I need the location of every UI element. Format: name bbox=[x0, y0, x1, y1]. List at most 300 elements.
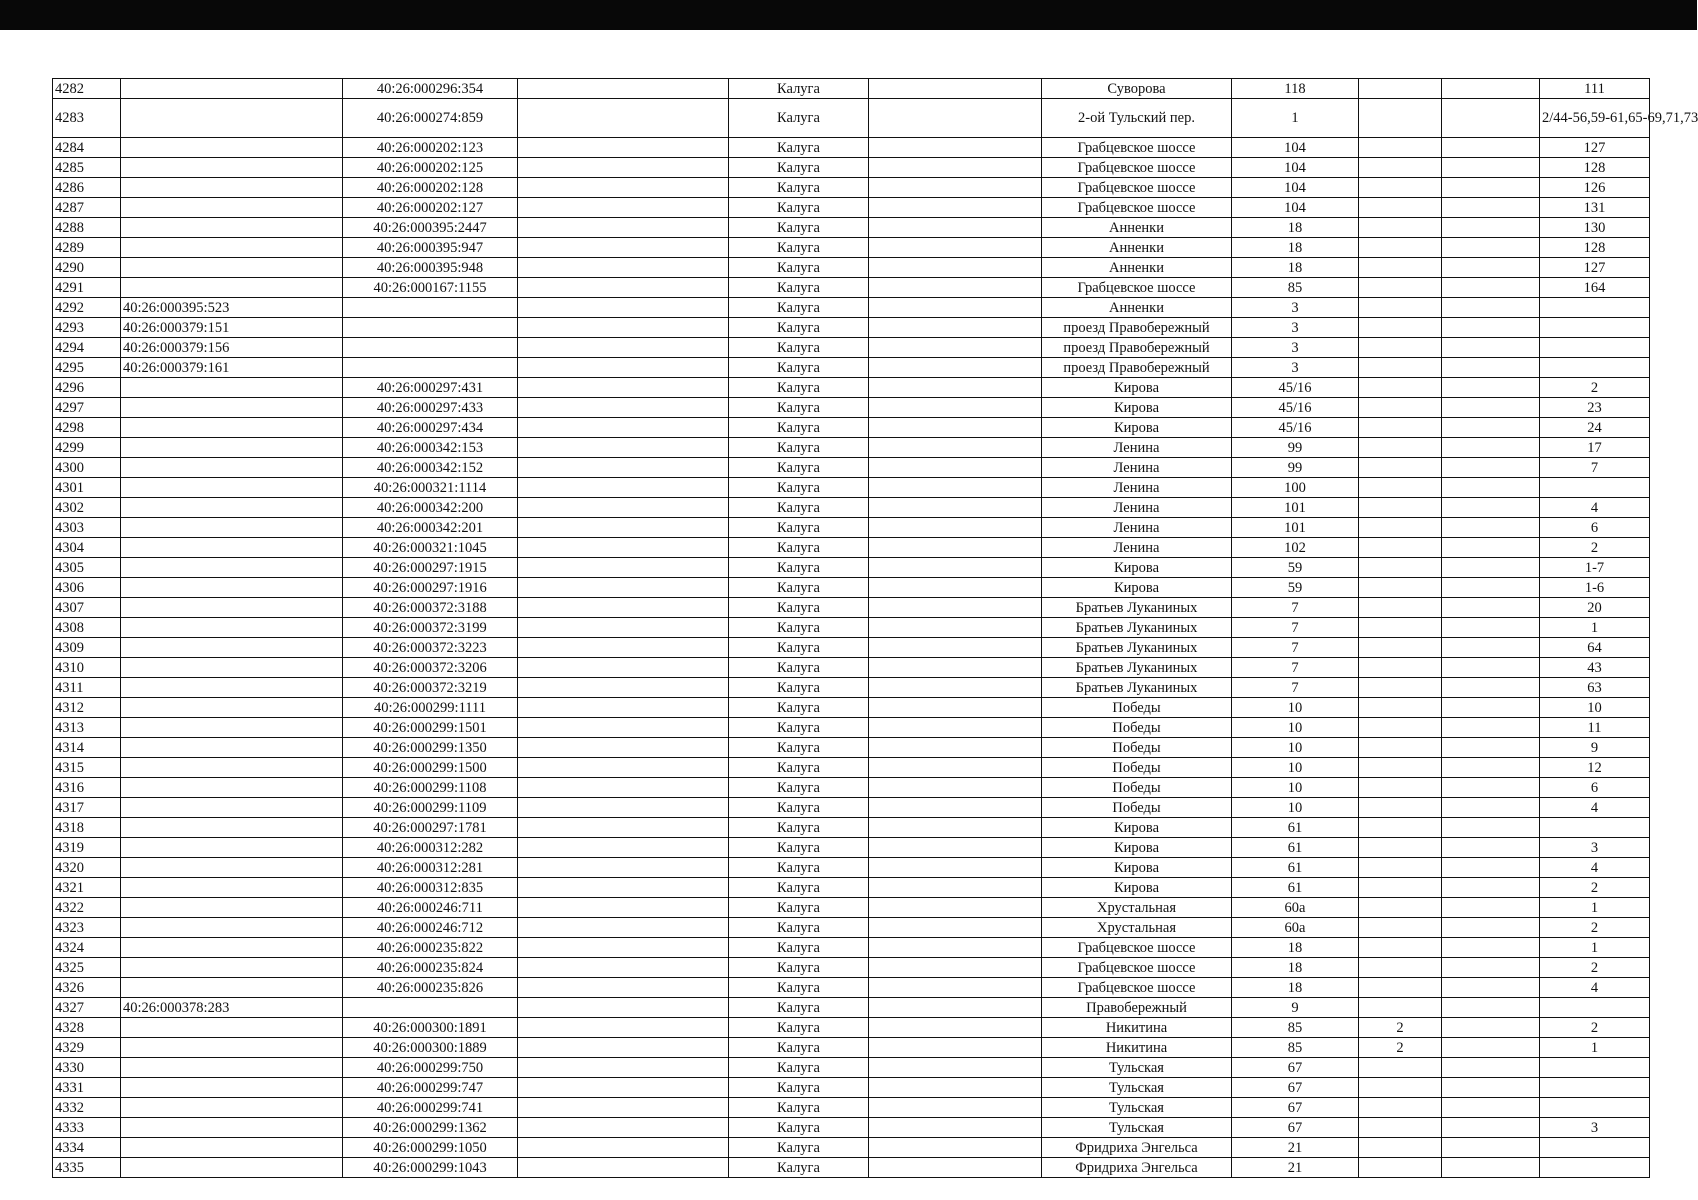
building-cadastral-number-cell: 40:26:000299:1111 bbox=[343, 698, 518, 718]
street-cell: Братьев Луканиных bbox=[1042, 598, 1232, 618]
apartment-cell bbox=[1540, 1078, 1650, 1098]
building-number-cell bbox=[1359, 638, 1442, 658]
city-cell: Калуга bbox=[729, 998, 869, 1018]
apartment-cell: 127 bbox=[1540, 138, 1650, 158]
row-number-cell: 4308 bbox=[53, 618, 121, 638]
building-cadastral-number-cell: 40:26:000297:434 bbox=[343, 418, 518, 438]
row-number-cell: 4294 bbox=[53, 338, 121, 358]
house-number-cell: 3 bbox=[1232, 338, 1359, 358]
table-row bbox=[53, 1058, 1650, 1078]
house-number-cell: 59 bbox=[1232, 578, 1359, 598]
house-number-cell: 104 bbox=[1232, 178, 1359, 198]
building-number-cell bbox=[1359, 778, 1442, 798]
empty-cell bbox=[869, 1058, 1042, 1078]
street-cell: Грабцевское шоссе bbox=[1042, 278, 1232, 298]
building-number-cell bbox=[1359, 898, 1442, 918]
empty-cell bbox=[518, 798, 729, 818]
land-cadastral-number-cell bbox=[121, 738, 343, 758]
house-number-cell: 60а bbox=[1232, 898, 1359, 918]
land-cadastral-number-cell bbox=[121, 758, 343, 778]
table-body bbox=[53, 79, 1698, 1178]
land-cadastral-number-cell bbox=[121, 1038, 343, 1058]
street-cell: Кирова bbox=[1042, 838, 1232, 858]
land-cadastral-number-cell bbox=[121, 218, 343, 238]
empty-cell bbox=[518, 978, 729, 998]
table-row bbox=[53, 778, 1650, 798]
land-cadastral-number-cell bbox=[121, 238, 343, 258]
building-cadastral-number-cell: 40:26:000299:1043 bbox=[343, 1158, 518, 1178]
building-cadastral-number-cell bbox=[343, 318, 518, 338]
building-number-cell bbox=[1359, 418, 1442, 438]
city-cell: Калуга bbox=[729, 618, 869, 638]
empty-cell bbox=[1442, 938, 1540, 958]
empty-cell bbox=[869, 938, 1042, 958]
street-cell: проезд Правобережный bbox=[1042, 318, 1232, 338]
empty-cell bbox=[869, 478, 1042, 498]
building-cadastral-number-cell bbox=[343, 358, 518, 378]
house-number-cell: 61 bbox=[1232, 818, 1359, 838]
apartment-cell: 20 bbox=[1540, 598, 1650, 618]
land-cadastral-number-cell bbox=[121, 1078, 343, 1098]
building-number-cell bbox=[1359, 258, 1442, 278]
city-cell: Калуга bbox=[729, 258, 869, 278]
empty-cell bbox=[869, 258, 1042, 278]
empty-cell bbox=[518, 99, 729, 138]
empty-cell bbox=[869, 798, 1042, 818]
building-number-cell bbox=[1359, 298, 1442, 318]
empty-cell bbox=[518, 998, 729, 1018]
apartment-cell bbox=[1540, 298, 1650, 318]
building-number-cell bbox=[1359, 1098, 1442, 1118]
apartment-cell bbox=[1540, 998, 1650, 1018]
empty-cell bbox=[1442, 1038, 1540, 1058]
row-number-cell: 4297 bbox=[53, 398, 121, 418]
building-number-cell bbox=[1359, 918, 1442, 938]
city-cell: Калуга bbox=[729, 678, 869, 698]
street-cell: Хрустальная bbox=[1042, 898, 1232, 918]
building-number-cell bbox=[1359, 738, 1442, 758]
table-row bbox=[53, 658, 1650, 678]
empty-cell bbox=[1442, 1138, 1540, 1158]
empty-cell bbox=[518, 318, 729, 338]
land-cadastral-number-cell bbox=[121, 258, 343, 278]
house-number-cell: 3 bbox=[1232, 358, 1359, 378]
building-cadastral-number-cell: 40:26:000342:201 bbox=[343, 518, 518, 538]
city-cell: Калуга bbox=[729, 218, 869, 238]
house-number-cell: 85 bbox=[1232, 1018, 1359, 1038]
apartment-cell: 130 bbox=[1540, 218, 1650, 238]
street-cell: Братьев Луканиных bbox=[1042, 618, 1232, 638]
land-cadastral-number-cell bbox=[121, 778, 343, 798]
table-row bbox=[53, 938, 1650, 958]
apartment-cell: 10 bbox=[1540, 698, 1650, 718]
land-cadastral-number-cell bbox=[121, 678, 343, 698]
city-cell: Калуга bbox=[729, 858, 869, 878]
street-cell: Кирова bbox=[1042, 418, 1232, 438]
house-number-cell: 21 bbox=[1232, 1158, 1359, 1178]
land-cadastral-number-cell bbox=[121, 658, 343, 678]
row-number-cell: 4302 bbox=[53, 498, 121, 518]
apartment-cell bbox=[1540, 358, 1650, 378]
empty-cell bbox=[518, 478, 729, 498]
building-number-cell bbox=[1359, 79, 1442, 99]
table-row bbox=[53, 378, 1650, 398]
house-number-cell: 7 bbox=[1232, 598, 1359, 618]
empty-cell bbox=[1442, 458, 1540, 478]
apartment-cell: 17 bbox=[1540, 438, 1650, 458]
street-cell: Фридриха Энгельса bbox=[1042, 1158, 1232, 1178]
house-number-cell: 85 bbox=[1232, 1038, 1359, 1058]
street-cell: Ленина bbox=[1042, 538, 1232, 558]
land-cadastral-number-cell bbox=[121, 498, 343, 518]
house-number-cell: 18 bbox=[1232, 938, 1359, 958]
empty-cell bbox=[518, 638, 729, 658]
empty-cell bbox=[869, 618, 1042, 638]
table-row bbox=[53, 198, 1650, 218]
city-cell: Калуга bbox=[729, 278, 869, 298]
house-number-cell: 3 bbox=[1232, 318, 1359, 338]
land-cadastral-number-cell: 40:26:000395:523 bbox=[121, 298, 343, 318]
land-cadastral-number-cell bbox=[121, 918, 343, 938]
row-number-cell: 4293 bbox=[53, 318, 121, 338]
table-row bbox=[53, 1038, 1650, 1058]
building-cadastral-number-cell: 40:26:000299:1362 bbox=[343, 1118, 518, 1138]
empty-cell bbox=[869, 918, 1042, 938]
building-number-cell bbox=[1359, 458, 1442, 478]
empty-cell bbox=[869, 158, 1042, 178]
apartment-cell: 2 bbox=[1540, 958, 1650, 978]
city-cell: Калуга bbox=[729, 418, 869, 438]
row-number-cell: 4309 bbox=[53, 638, 121, 658]
building-cadastral-number-cell: 40:26:000342:200 bbox=[343, 498, 518, 518]
street-cell: Фридриха Энгельса bbox=[1042, 1138, 1232, 1158]
street-cell: Тульская bbox=[1042, 1098, 1232, 1118]
building-cadastral-number-cell: 40:26:000299:1050 bbox=[343, 1138, 518, 1158]
street-cell: Грабцевское шоссе bbox=[1042, 158, 1232, 178]
house-number-cell: 118 bbox=[1232, 79, 1359, 99]
street-cell: Грабцевское шоссе bbox=[1042, 938, 1232, 958]
building-number-cell: 2 bbox=[1359, 1018, 1442, 1038]
apartment-cell: 126 bbox=[1540, 178, 1650, 198]
building-cadastral-number-cell: 40:26:000299:741 bbox=[343, 1098, 518, 1118]
empty-cell bbox=[1442, 538, 1540, 558]
empty-cell bbox=[869, 1098, 1042, 1118]
street-cell: Кирова bbox=[1042, 578, 1232, 598]
empty-cell bbox=[518, 558, 729, 578]
city-cell: Калуга bbox=[729, 818, 869, 838]
street-cell: Суворова bbox=[1042, 79, 1232, 99]
row-number-cell: 4319 bbox=[53, 838, 121, 858]
empty-cell bbox=[518, 698, 729, 718]
house-number-cell: 67 bbox=[1232, 1058, 1359, 1078]
row-number-cell: 4289 bbox=[53, 238, 121, 258]
street-cell: Победы bbox=[1042, 718, 1232, 738]
building-cadastral-number-cell: 40:26:000372:3219 bbox=[343, 678, 518, 698]
city-cell: Калуга bbox=[729, 1038, 869, 1058]
house-number-cell: 104 bbox=[1232, 138, 1359, 158]
table-row bbox=[53, 358, 1650, 378]
building-cadastral-number-cell: 40:26:000202:127 bbox=[343, 198, 518, 218]
building-cadastral-number-cell: 40:26:000342:153 bbox=[343, 438, 518, 458]
empty-cell bbox=[869, 398, 1042, 418]
city-cell: Калуга bbox=[729, 638, 869, 658]
apartment-cell: 128 bbox=[1540, 158, 1650, 178]
building-cadastral-number-cell: 40:26:000299:1109 bbox=[343, 798, 518, 818]
table-row bbox=[53, 518, 1650, 538]
city-cell: Калуга bbox=[729, 1118, 869, 1138]
street-cell: Братьев Луканиных bbox=[1042, 658, 1232, 678]
table-row bbox=[53, 598, 1650, 618]
apartment-cell: 2 bbox=[1540, 1018, 1650, 1038]
house-number-cell: 60а bbox=[1232, 918, 1359, 938]
house-number-cell: 61 bbox=[1232, 878, 1359, 898]
city-cell: Калуга bbox=[729, 838, 869, 858]
street-cell: Тульская bbox=[1042, 1058, 1232, 1078]
apartment-cell bbox=[1540, 818, 1650, 838]
empty-cell bbox=[1442, 1158, 1540, 1178]
empty-cell bbox=[518, 578, 729, 598]
empty-cell bbox=[869, 1078, 1042, 1098]
city-cell: Калуга bbox=[729, 238, 869, 258]
city-cell: Калуга bbox=[729, 898, 869, 918]
empty-cell bbox=[1442, 798, 1540, 818]
street-cell: Грабцевское шоссе bbox=[1042, 978, 1232, 998]
street-cell: Никитина bbox=[1042, 1018, 1232, 1038]
land-cadastral-number-cell bbox=[121, 198, 343, 218]
land-cadastral-number-cell bbox=[121, 598, 343, 618]
land-cadastral-number-cell bbox=[121, 938, 343, 958]
land-cadastral-number-cell bbox=[121, 1098, 343, 1118]
building-cadastral-number-cell: 40:26:000299:1501 bbox=[343, 718, 518, 738]
table-row bbox=[53, 398, 1650, 418]
empty-cell bbox=[518, 758, 729, 778]
apartment-cell: 1 bbox=[1540, 898, 1650, 918]
building-cadastral-number-cell: 40:26:000299:750 bbox=[343, 1058, 518, 1078]
house-number-cell: 99 bbox=[1232, 458, 1359, 478]
building-number-cell bbox=[1359, 578, 1442, 598]
row-number-cell: 4307 bbox=[53, 598, 121, 618]
building-number-cell bbox=[1359, 618, 1442, 638]
street-cell: Хрустальная bbox=[1042, 918, 1232, 938]
table-row bbox=[53, 838, 1650, 858]
table-row bbox=[53, 678, 1650, 698]
empty-cell bbox=[1442, 678, 1540, 698]
row-number-cell: 4283 bbox=[53, 99, 121, 138]
city-cell: Калуга bbox=[729, 558, 869, 578]
apartment-cell: 7 bbox=[1540, 458, 1650, 478]
city-cell: Калуга bbox=[729, 198, 869, 218]
empty-cell bbox=[1442, 598, 1540, 618]
land-cadastral-number-cell bbox=[121, 1138, 343, 1158]
building-number-cell bbox=[1359, 138, 1442, 158]
land-cadastral-number-cell bbox=[121, 798, 343, 818]
city-cell: Калуга bbox=[729, 958, 869, 978]
apartment-cell: 1-7 bbox=[1540, 558, 1650, 578]
row-number-cell: 4306 bbox=[53, 578, 121, 598]
empty-cell bbox=[1442, 478, 1540, 498]
empty-cell bbox=[1442, 138, 1540, 158]
table-row bbox=[53, 79, 1650, 99]
empty-cell bbox=[518, 958, 729, 978]
city-cell: Калуга bbox=[729, 99, 869, 138]
street-cell: проезд Правобережный bbox=[1042, 358, 1232, 378]
empty-cell bbox=[869, 198, 1042, 218]
city-cell: Калуга bbox=[729, 918, 869, 938]
row-number-cell: 4296 bbox=[53, 378, 121, 398]
city-cell: Калуга bbox=[729, 178, 869, 198]
building-cadastral-number-cell: 40:26:000300:1891 bbox=[343, 1018, 518, 1038]
building-cadastral-number-cell: 40:26:000372:3223 bbox=[343, 638, 518, 658]
empty-cell bbox=[869, 878, 1042, 898]
building-number-cell bbox=[1359, 1118, 1442, 1138]
land-cadastral-number-cell bbox=[121, 878, 343, 898]
building-number-cell bbox=[1359, 338, 1442, 358]
table-row bbox=[53, 918, 1650, 938]
land-cadastral-number-cell bbox=[121, 558, 343, 578]
house-number-cell: 7 bbox=[1232, 658, 1359, 678]
apartment-cell: 12 bbox=[1540, 758, 1650, 778]
land-cadastral-number-cell bbox=[121, 958, 343, 978]
empty-cell bbox=[869, 218, 1042, 238]
building-number-cell bbox=[1359, 758, 1442, 778]
building-cadastral-number-cell: 40:26:000246:712 bbox=[343, 918, 518, 938]
building-cadastral-number-cell: 40:26:000299:1350 bbox=[343, 738, 518, 758]
apartment-cell: 6 bbox=[1540, 778, 1650, 798]
table-row bbox=[53, 258, 1650, 278]
building-number-cell bbox=[1359, 678, 1442, 698]
row-number-cell: 4318 bbox=[53, 818, 121, 838]
street-cell: Кирова bbox=[1042, 858, 1232, 878]
empty-cell bbox=[518, 858, 729, 878]
empty-cell bbox=[869, 738, 1042, 758]
house-number-cell: 101 bbox=[1232, 518, 1359, 538]
city-cell: Калуга bbox=[729, 978, 869, 998]
table-row bbox=[53, 578, 1650, 598]
building-cadastral-number-cell: 40:26:000202:128 bbox=[343, 178, 518, 198]
building-cadastral-number-cell: 40:26:000312:835 bbox=[343, 878, 518, 898]
empty-cell bbox=[518, 178, 729, 198]
table-row bbox=[53, 798, 1650, 818]
table-row bbox=[53, 638, 1650, 658]
street-cell: Анненки bbox=[1042, 218, 1232, 238]
empty-cell bbox=[518, 938, 729, 958]
empty-cell bbox=[1442, 698, 1540, 718]
house-number-cell: 18 bbox=[1232, 218, 1359, 238]
house-number-cell: 9 bbox=[1232, 998, 1359, 1018]
house-number-cell: 7 bbox=[1232, 618, 1359, 638]
building-number-cell bbox=[1359, 278, 1442, 298]
empty-cell bbox=[518, 1018, 729, 1038]
table-row bbox=[53, 1138, 1650, 1158]
empty-cell bbox=[1442, 518, 1540, 538]
empty-cell bbox=[518, 378, 729, 398]
land-cadastral-number-cell: 40:26:000379:161 bbox=[121, 358, 343, 378]
empty-cell bbox=[518, 598, 729, 618]
street-cell: Ленина bbox=[1042, 438, 1232, 458]
land-cadastral-number-cell bbox=[121, 978, 343, 998]
table-row bbox=[53, 1018, 1650, 1038]
table-row bbox=[53, 278, 1650, 298]
street-cell: Никитина bbox=[1042, 1038, 1232, 1058]
table-row bbox=[53, 978, 1650, 998]
city-cell: Калуга bbox=[729, 478, 869, 498]
empty-cell bbox=[1442, 79, 1540, 99]
apartment-cell: 128 bbox=[1540, 238, 1650, 258]
building-number-cell bbox=[1359, 798, 1442, 818]
street-cell: Кирова bbox=[1042, 378, 1232, 398]
house-number-cell: 102 bbox=[1232, 538, 1359, 558]
street-cell: проезд Правобережный bbox=[1042, 338, 1232, 358]
empty-cell bbox=[869, 538, 1042, 558]
street-cell: Победы bbox=[1042, 738, 1232, 758]
house-number-cell: 100 bbox=[1232, 478, 1359, 498]
empty-cell bbox=[869, 418, 1042, 438]
street-cell: Победы bbox=[1042, 798, 1232, 818]
empty-cell bbox=[869, 518, 1042, 538]
empty-cell bbox=[1442, 238, 1540, 258]
street-cell: Тульская bbox=[1042, 1118, 1232, 1138]
building-cadastral-number-cell: 40:26:000297:1781 bbox=[343, 818, 518, 838]
row-number-cell: 4305 bbox=[53, 558, 121, 578]
land-cadastral-number-cell bbox=[121, 618, 343, 638]
city-cell: Калуга bbox=[729, 378, 869, 398]
land-cadastral-number-cell bbox=[121, 818, 343, 838]
building-cadastral-number-cell: 40:26:000342:152 bbox=[343, 458, 518, 478]
empty-cell bbox=[1442, 418, 1540, 438]
empty-cell bbox=[518, 418, 729, 438]
empty-cell bbox=[518, 258, 729, 278]
house-number-cell: 7 bbox=[1232, 638, 1359, 658]
apartment-cell bbox=[1540, 478, 1650, 498]
empty-cell bbox=[1442, 1018, 1540, 1038]
house-number-cell: 3 bbox=[1232, 298, 1359, 318]
city-cell: Калуга bbox=[729, 578, 869, 598]
building-cadastral-number-cell bbox=[343, 338, 518, 358]
city-cell: Калуга bbox=[729, 698, 869, 718]
city-cell: Калуга bbox=[729, 318, 869, 338]
city-cell: Калуга bbox=[729, 79, 869, 99]
city-cell: Калуга bbox=[729, 778, 869, 798]
house-number-cell: 10 bbox=[1232, 778, 1359, 798]
building-number-cell bbox=[1359, 998, 1442, 1018]
empty-cell bbox=[869, 598, 1042, 618]
land-cadastral-number-cell: 40:26:000379:151 bbox=[121, 318, 343, 338]
house-number-cell: 10 bbox=[1232, 698, 1359, 718]
building-number-cell bbox=[1359, 958, 1442, 978]
street-cell: Грабцевское шоссе bbox=[1042, 198, 1232, 218]
building-cadastral-number-cell: 40:26:000274:859 bbox=[343, 99, 518, 138]
city-cell: Калуга bbox=[729, 398, 869, 418]
empty-cell bbox=[1442, 498, 1540, 518]
empty-cell bbox=[1442, 718, 1540, 738]
apartment-cell: 64 bbox=[1540, 638, 1650, 658]
row-number-cell: 4282 bbox=[53, 79, 121, 99]
empty-cell bbox=[1442, 618, 1540, 638]
row-number-cell: 4330 bbox=[53, 1058, 121, 1078]
building-cadastral-number-cell bbox=[343, 998, 518, 1018]
empty-cell bbox=[869, 138, 1042, 158]
apartment-cell: 11 bbox=[1540, 718, 1650, 738]
building-cadastral-number-cell: 40:26:000372:3188 bbox=[343, 598, 518, 618]
land-cadastral-number-cell bbox=[121, 99, 343, 138]
building-cadastral-number-cell: 40:26:000297:433 bbox=[343, 398, 518, 418]
apartment-cell: 3 bbox=[1540, 1118, 1650, 1138]
table-row bbox=[53, 738, 1650, 758]
empty-cell bbox=[1442, 338, 1540, 358]
table-row bbox=[53, 958, 1650, 978]
building-number-cell bbox=[1359, 358, 1442, 378]
city-cell: Калуга bbox=[729, 438, 869, 458]
